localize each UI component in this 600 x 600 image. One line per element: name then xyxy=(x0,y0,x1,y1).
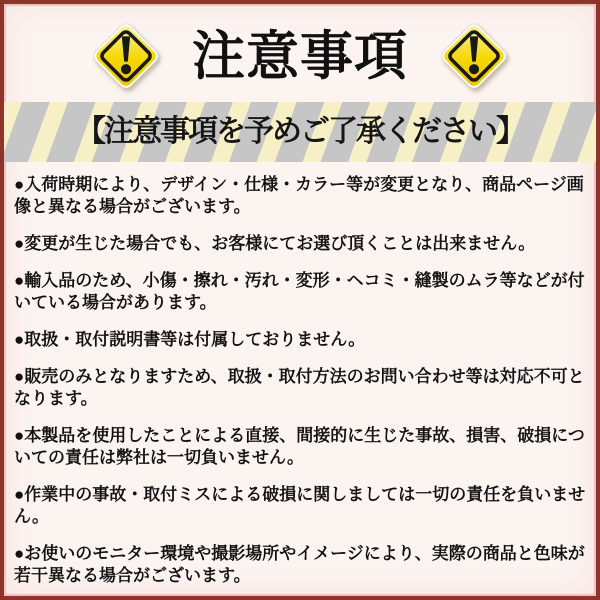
warning-diamond-icon xyxy=(86,16,166,96)
notice-item: ●お使いのモニター環境や撮影場所やイメージにより、実際の商品と色味が若干異なる場合がございます。 xyxy=(14,544,585,585)
notice-item: ●販売のみとなりますため、取扱・取付方法のお問い合わせ等は対応不可となります。 xyxy=(14,367,585,408)
header xyxy=(4,4,596,102)
hazard-stripe-banner xyxy=(4,102,596,162)
notice-item: ●取扱・取付説明書等は付属しておりません。 xyxy=(14,330,366,349)
notice-list xyxy=(4,162,596,596)
notice-item: ●変更が生じた場合でも、お客様にてお選び頂くことは出来ません。 xyxy=(14,234,536,253)
warning-diamond-icon xyxy=(434,16,514,96)
notice-item: ●本製品を使用したことによる直接、間接的に生じた事故、損害、破損についての責任は弊社は一切負いません。 xyxy=(14,426,585,467)
banner-text: 【注意事項を予めご了承ください】 xyxy=(76,115,524,148)
notice-item: ●作業中の事故・取付ミスによる破損に関しましては一切の責任を負いません。 xyxy=(14,485,586,526)
page-title: 注意事項 xyxy=(192,26,408,86)
notice-item: ●入荷時期により、デザイン・仕様・カラー等が変更となり、商品ページ画像と異なる場合がございます。 xyxy=(14,175,584,216)
notice-item: ●輸入品のため、小傷・擦れ・汚れ・変形・ヘコミ・縫製のムラ等などが付いている場合があります。 xyxy=(14,271,585,312)
